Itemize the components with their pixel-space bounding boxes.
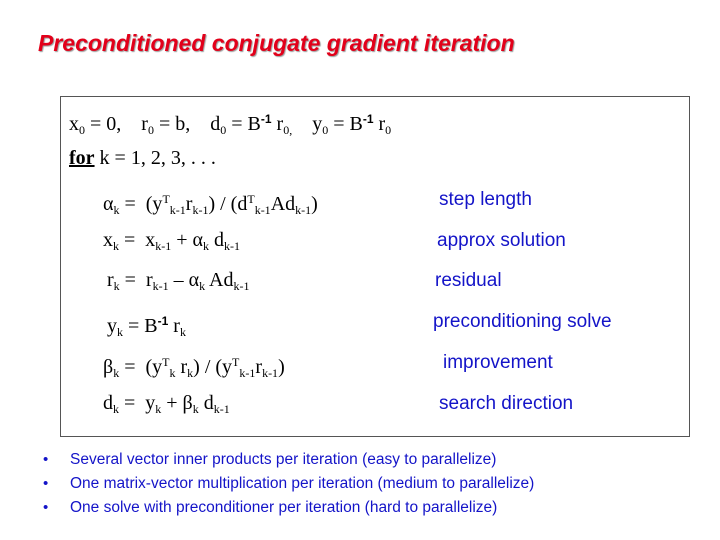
improvement-note: improvement — [443, 352, 553, 373]
residual-formula: $r_k = r_{k-1} - \alpha_k$ $Ad_{k-1}$ — [107, 269, 250, 293]
loop-range: k = 1, 2, 3, . . . — [94, 147, 216, 169]
x-update-formula: $x_k = x_{k-1} + \alpha_k$ $d_{k-1}$ — [103, 229, 241, 253]
for-keyword: for — [69, 147, 95, 169]
search-direction-note: search direction — [439, 393, 574, 414]
bullet-list — [40, 448, 534, 520]
beta-formula: $\beta_k = (y^T_k$ $r_k) / (y^T_{k-1}r_{k-1})$ — [103, 355, 285, 380]
precondition-formula: $y_k = B^{-1}$ $r_k$ — [107, 314, 186, 339]
direction-formula: $d_k = y_k + \beta_k$ $d_{k-1}$ — [103, 392, 230, 416]
bullet-dot-icon: • — [43, 451, 49, 468]
bullet-item: • One matrix-vector multiplication per iteration (medium to parallelize) — [40, 472, 534, 496]
bullet-dot-icon: • — [43, 475, 49, 492]
bullet-item: • One solve with preconditioner per iteration (hard to parallelize) — [40, 496, 534, 520]
init-line: $x_0 = 0$, $r_0 = b$, $d_0 = B^{-1}$ $r_{0,}$ $y_0 = B^{-1}$ $r_0$ — [69, 112, 392, 137]
algorithm-box — [60, 96, 690, 437]
approx-solution-note: approx solution — [437, 230, 566, 251]
bullet-dot-icon: • — [43, 499, 49, 516]
preconditioning-solve-note: preconditioning solve — [433, 311, 612, 332]
for-loop-line — [69, 146, 216, 170]
slide-title: Preconditioned conjugate gradient iteration — [38, 30, 515, 56]
residual-note: residual — [435, 270, 502, 291]
step-length-note: step length — [439, 189, 532, 210]
bullet-item: • Several vector inner products per iteration (easy to parallelize) — [40, 448, 534, 472]
alpha-formula: $\alpha_k = (y^T_{k-1}r_{k-1}) / (d^T_{k-1}Ad_{k-1})$ — [103, 192, 318, 217]
